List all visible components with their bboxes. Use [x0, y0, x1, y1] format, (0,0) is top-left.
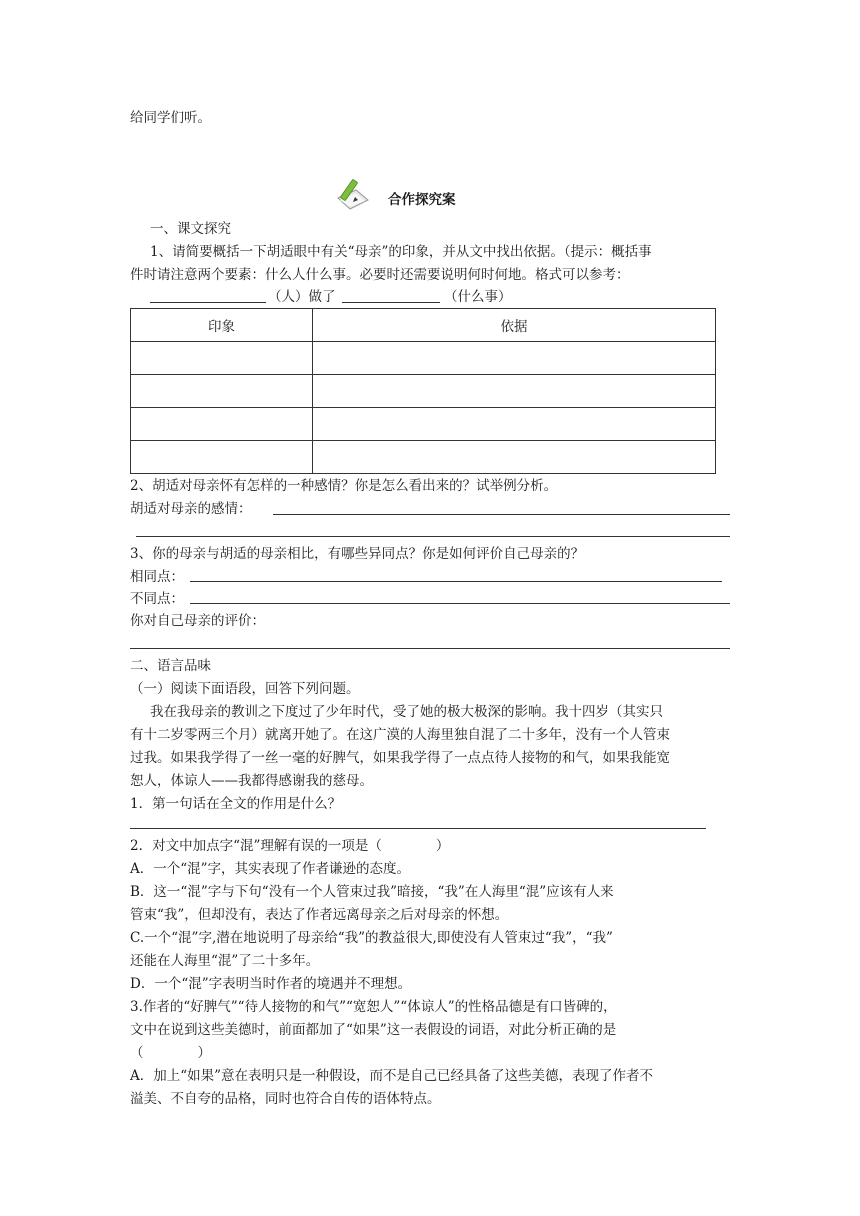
format-thing: （什么事） [444, 289, 512, 305]
part1-title: 一、课文探究 [150, 221, 231, 237]
blank-thing [342, 302, 440, 303]
option-line: 还能在人海里“混”了二十多年。 [130, 953, 320, 969]
q2-text: 2、胡适对母亲怀有怎样的一种感情？你是怎么看出来的？试举例分析。 [130, 478, 558, 494]
part2-q1: 1．第一句话在全文的作用是什么？ [130, 796, 342, 812]
q1-line1: 1、请简要概括一下胡适眼中有关“母亲”的印象，并从文中找出依据。（提示：概括事 [150, 244, 652, 260]
table-cell[interactable] [313, 408, 716, 441]
answer-line[interactable] [190, 581, 722, 582]
impression-table [130, 308, 716, 474]
q3-same-label: 相同点： [130, 569, 184, 585]
pencil-notepad-icon [332, 176, 372, 214]
table-row [131, 441, 716, 474]
option-line: D．一个“混”字表明当时作者的境遇并不理想。 [130, 976, 412, 992]
table-row [131, 342, 716, 375]
table-cell[interactable] [313, 342, 716, 375]
table-row [131, 375, 716, 408]
answer-line[interactable] [136, 536, 730, 537]
header-evidence: 依据 [313, 309, 716, 342]
passage-line: 过我。如果我学得了一丝一毫的好脾气，如果我学得了一点点待人接物的和气，如果我能宽 [130, 750, 670, 766]
passage-line: 我在我母亲的教训之下度过了少年时代，受了她的极大极深的影响。我十四岁（其实只 [150, 704, 663, 720]
answer-line[interactable] [190, 603, 730, 604]
blank-person [150, 302, 266, 303]
part2-q3-line: （ ） [130, 1045, 211, 1061]
table-cell[interactable] [131, 441, 313, 474]
header-impression: 印象 [131, 309, 313, 342]
table-cell[interactable] [313, 375, 716, 408]
table-header-row [131, 309, 716, 342]
q2-label: 胡适对母亲的感情： [130, 501, 252, 517]
option-line: 溢美、不自夸的品格，同时也符合自传的语体特点。 [130, 1091, 441, 1107]
option-line: B．这一“混”字与下句“没有一个人管束过我”暗接，“我”在人海里“混”应该有人来 [130, 884, 614, 900]
table-cell[interactable] [131, 408, 313, 441]
part2-q3-line: 文中在说到这些美德时，前面都加了“如果”这一表假设的词语，对此分析正确的是 [130, 1022, 617, 1038]
answer-line[interactable] [130, 648, 730, 649]
table-cell[interactable] [313, 441, 716, 474]
part2-q3-line: 3.作者的“好脾气”“待人接物的和气”“宽恕人”“体谅人”的性格品德是有口皆碑的， [130, 999, 617, 1015]
passage-line: 有十二岁零两三个月）就离开她了。在这广漠的人海里独自混了二十多年，没有一个人管束 [130, 727, 670, 743]
option-line: A．加上“如果”意在表明只是一种假设，而不是自己已经具备了这些美德，表现了作者不 [130, 1068, 654, 1084]
table-cell[interactable] [131, 375, 313, 408]
option-line: C.一个“混”字,潜在地说明了母亲给“我”的教益很大,即使没有人管束过“我”，“我” [130, 930, 613, 946]
q3-diff-label: 不同点： [130, 591, 184, 607]
q3-text: 3、你的母亲与胡适的母亲相比，有哪些异同点？你是如何评价自己母亲的？ [130, 546, 585, 562]
section-heading: 合作探究案 [388, 192, 456, 208]
answer-line[interactable] [273, 514, 730, 515]
format-person: （人）做了 [268, 289, 336, 305]
answer-line[interactable] [130, 828, 706, 829]
q3-eval-label: 你对自己母亲的评价： [130, 613, 265, 629]
part2-sub1: （一）阅读下面语段，回答下列问题。 [130, 681, 360, 697]
option-line: 管束“我”，但却没有，表达了作者远离母亲之后对母亲的怀想。 [130, 907, 509, 923]
option-line: A．一个“混”字，其实表现了作者谦逊的态度。 [130, 861, 411, 877]
text-continuation: 给同学们听。 [130, 110, 211, 126]
part2-title: 二、语言品味 [130, 658, 211, 674]
table-cell[interactable] [131, 342, 313, 375]
table-row [131, 408, 716, 441]
part2-q2: 2．对文中加点字“混”理解有误的一项是（ ） [130, 838, 450, 854]
q1-line2: 件时请注意两个要素：什么人什么事。必要时还需要说明何时何地。格式可以参考： [130, 267, 630, 283]
passage-line: 恕人，体谅人——我都得感谢我的慈母。 [130, 773, 373, 789]
